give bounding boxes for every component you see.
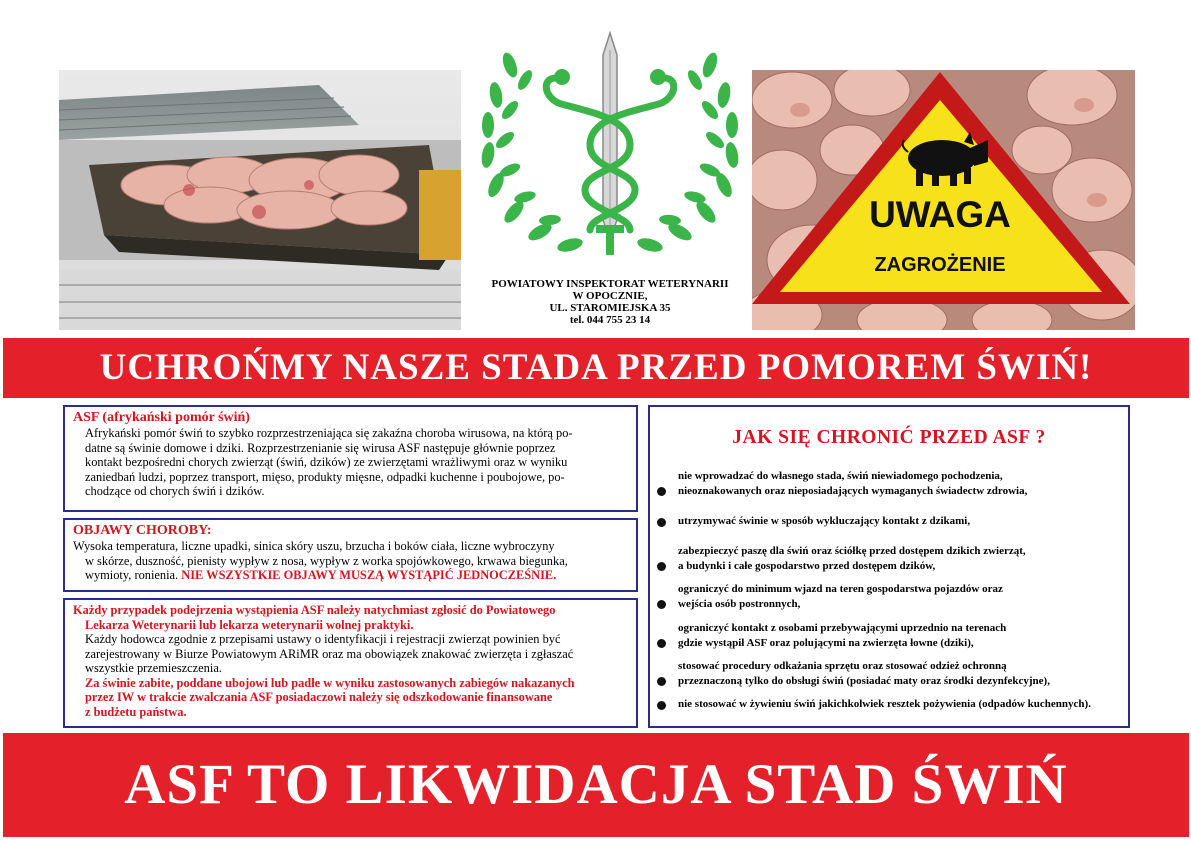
protection-item-line: a budynki i całe gospodarstwo przed dostępem dzików, [678, 560, 936, 572]
inspectorate-phone: tel. 044 755 23 14 [569, 314, 651, 326]
report-line: zarejestrowany w Biurze Powiatowym ARiMR oraz ma obowiązek znakować zwierzęta i zgłaszać [85, 646, 574, 661]
report-red-line: Każdy przypadek podejrzenia wystąpienia ASF należy natychmiast zgłosić do Powiatowego [73, 603, 556, 617]
protection-item-line: wejścia osób postronnych, [678, 598, 801, 610]
photo-pigs-warning [752, 70, 1135, 330]
compensation-line: Za świnie zabite, poddane ubojowi lub padłe w wyniku zastosowanych zabiegów nakazanych [85, 675, 575, 690]
inspectorate-line: POWIATOWY INSPEKTORAT WETERYNARII [491, 278, 729, 290]
report-line: Każdy hodowca zgodnie z przepisami ustawy o identyfikacji i rejestracji zwierząt powinien być [85, 632, 561, 646]
asf-box-line: kontakt bezpośredni chorych zwierząt (świń, dzików) ze zwierzętami wrażliwymi oraz w wyniku [85, 455, 568, 469]
asf-box-line: chodzące od chorych świń i dzików. [85, 484, 265, 498]
asf-box-title: ASF (afrykański pomór świń) [73, 410, 250, 425]
protection-item-line: gdzie wystąpił ASF oraz polującymi na zwierzęta łowne (dziki), [678, 637, 974, 649]
asf-box-line: Afrykański pomór świń to szybko rozprzestrzeniająca się zakaźna choroba wirusowa, na którą po- [85, 426, 573, 440]
inspectorate-line: W OPOCZNIE, [572, 290, 648, 302]
protection-title: JAK SIĘ CHRONIĆ PRZED ASF ? [732, 427, 1046, 448]
bullet-icon [657, 677, 666, 686]
report-red-line: Lekarza Weterynarii lub lekarza weterynarii wolnej praktyki. [85, 617, 414, 632]
bullet-icon [657, 562, 666, 571]
banner-top-slogan: UCHROŃMY NASZE STADA PRZED POMOREM ŚWIŃ! [3, 338, 1189, 398]
warning-word-uwaga: UWAGA [869, 194, 1011, 235]
inspectorate-address [470, 278, 750, 326]
protection-item-line: nieoznakowanych oraz nieposiadających wymaganych świadectw zdrowia, [678, 485, 1028, 497]
protection-item-line: ograniczyć do minimum wjazd na teren gospodarstwa pojazdów oraz [678, 583, 1003, 595]
protection-item-line: ograniczyć kontakt z osobami przebywającymi uprzednio na terenach [678, 622, 1007, 634]
asf-box-line: datne są świnie domowe i dziki. Rozprzestrzenianie się wirusa ASF następuje głównie poprzez [85, 440, 556, 455]
report-line: wszystkie przemieszczenia. [85, 661, 222, 675]
bullet-icon [657, 600, 666, 609]
report-box [63, 598, 638, 728]
protection-item-line: zabezpieczyć paszę dla świń oraz ściółkę przed dostępem dzikich zwierząt, [678, 545, 1026, 557]
symptoms-line: wymioty, ronienia. [85, 568, 179, 582]
bullet-icon [657, 701, 666, 710]
compensation-line: z budżetu państwa. [85, 704, 187, 719]
symptoms-line: w skórze, duszność, pienisty wypływ z nosa, wypływ z worka spojówkowego, krwawa biegunka, [85, 553, 568, 568]
protection-item-line: stosować procedury odkażania sprzętu oraz stosować odzież ochronną [678, 660, 1007, 672]
symptoms-line: Wysoka temperatura, liczne upadki, sinica skóry uszu, brzucha i boków ciała, liczne wybroczyny [73, 539, 555, 553]
symptoms-box [63, 518, 638, 592]
bullet-icon [657, 518, 666, 527]
photo-dead-pigs-illustration [59, 70, 461, 330]
veterinary-emblem-icon [470, 25, 750, 270]
asf-box-line: zaniedbań ludzi, poprzez transport, mięso, produkty mięsne, odpadki kuchenne i poubojowe, po- [85, 469, 565, 484]
protection-item-line: nie wprowadzać do własnego stada, świń niewiadomego pochodzenia, [678, 470, 1003, 482]
compensation-line: przez IW w trakcie zwalczania ASF posiadaczowi należy się odszkodowanie finansowane [85, 690, 553, 704]
protection-item-line: utrzymywać świnie w sposób wykluczający kontakt z dzikami, [678, 515, 971, 527]
bullet-icon [657, 487, 666, 496]
protection-item-line: przeznaczoną tylko do obsługi świń (posiadać maty oraz środki dezynfekcyjne), [678, 675, 1050, 687]
symptoms-warning: NIE WSZYSTKIE OBJAWY MUSZĄ WYSTĄPIĆ JEDNOCZEŚNIE. [181, 568, 557, 582]
photo-dead-pigs-loader [59, 70, 461, 330]
protection-box [648, 405, 1130, 728]
bullet-icon [657, 639, 666, 648]
warning-word-zagrozenie: ZAGROŻENIE [874, 254, 1006, 276]
inspectorate-line: UL. STAROMIEJSKA 35 [549, 302, 671, 314]
asf-info-box [63, 405, 638, 512]
banner-bottom-slogan: ASF TO LIKWIDACJA STAD ŚWIŃ [3, 733, 1189, 837]
photo-pigs-illustration [752, 70, 1135, 330]
protection-item-line: nie stosować w żywieniu świń jakichkolwiek resztek pożywienia (odpadów kuchennych). [678, 698, 1091, 710]
symptoms-last-line [73, 568, 628, 583]
symptoms-box-title: OBJAWY CHOROBY: [73, 523, 212, 538]
